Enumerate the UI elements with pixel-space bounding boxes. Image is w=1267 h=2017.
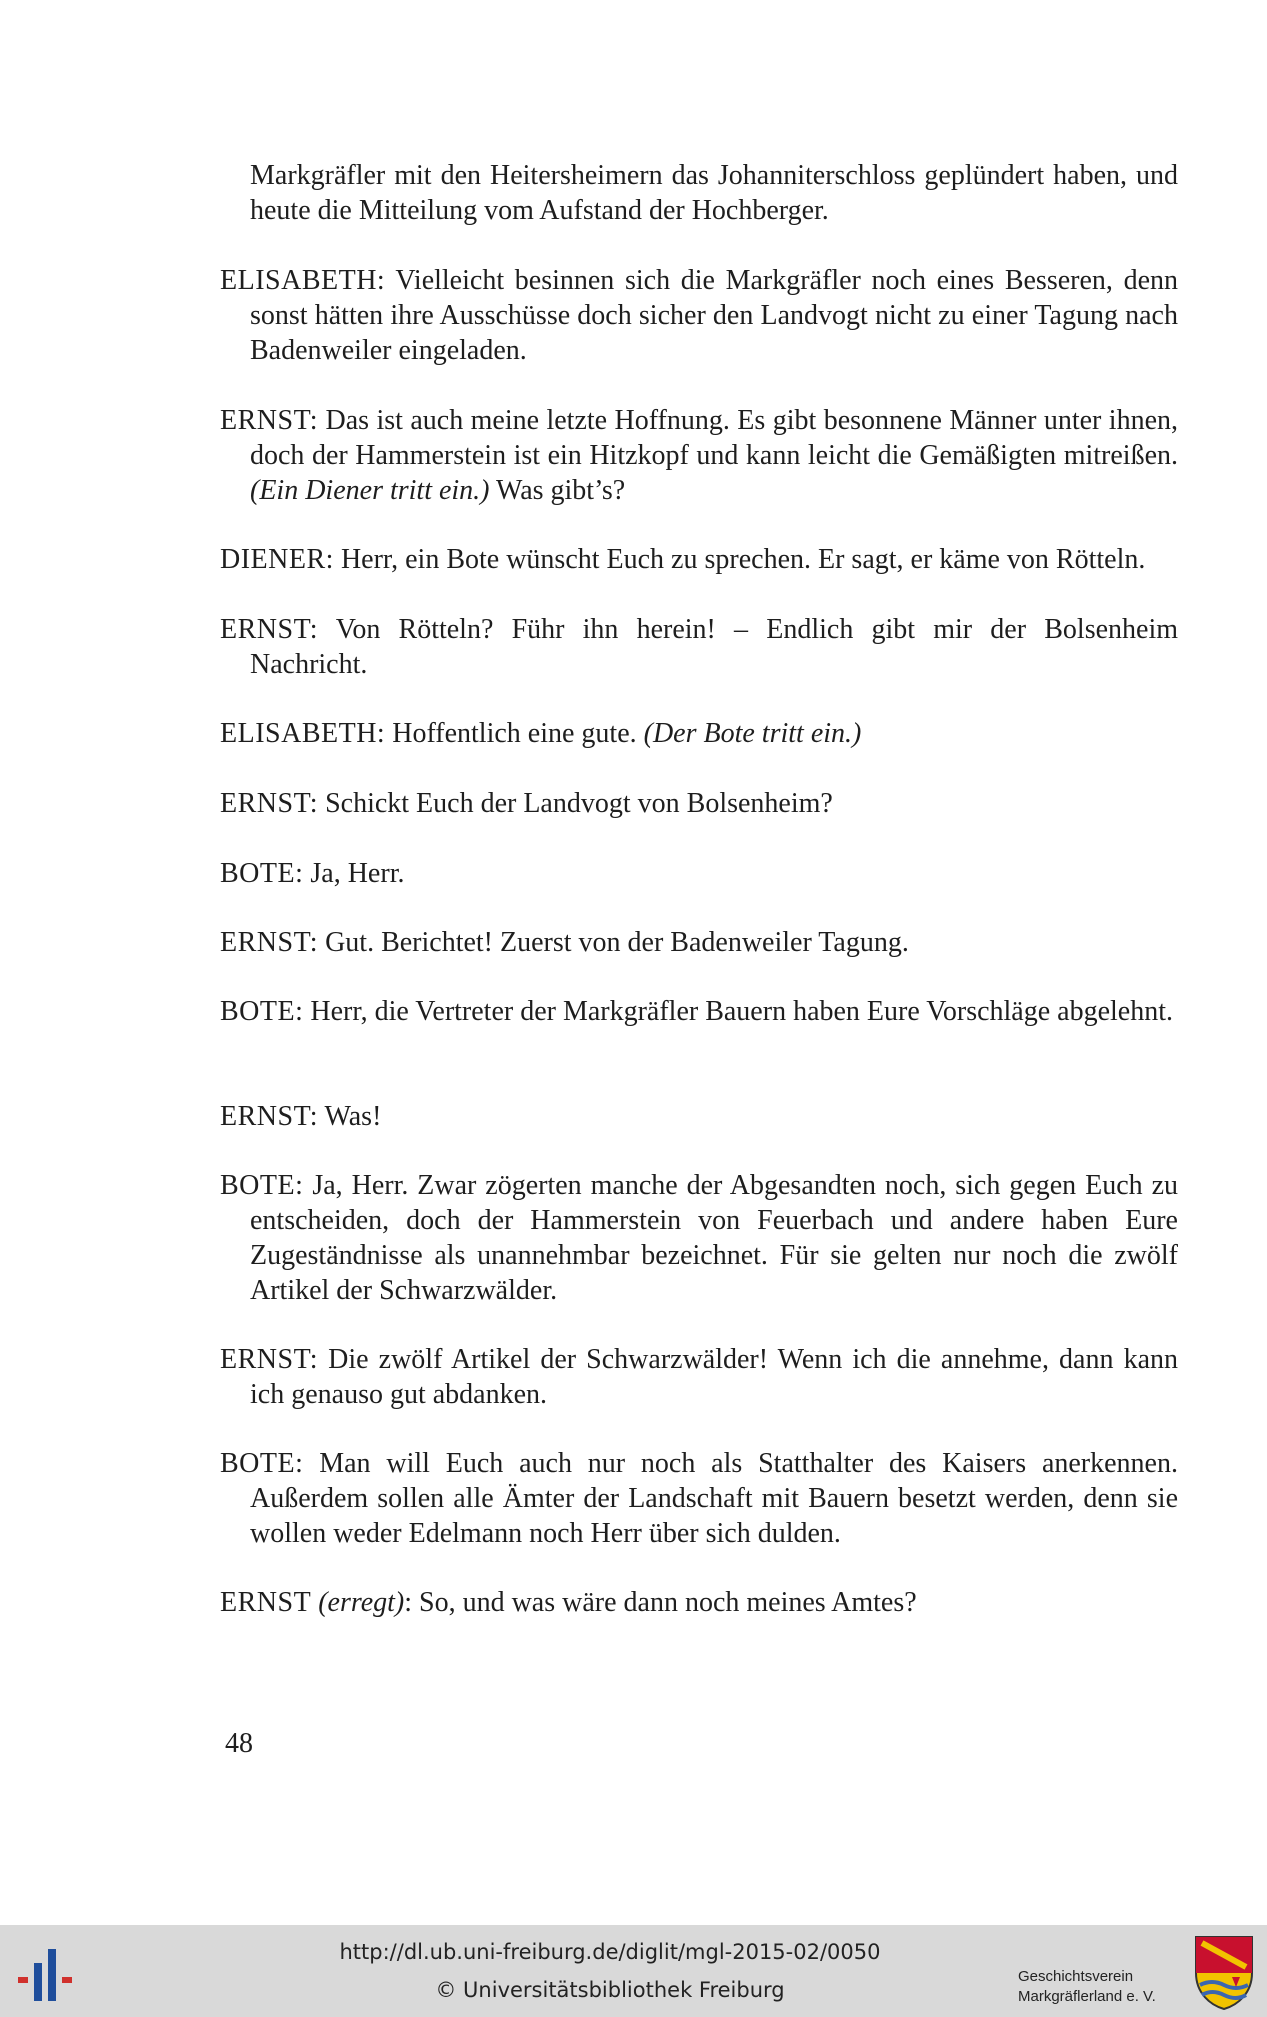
dialogue-paragraph [220, 716, 1178, 751]
speaker-name: ERNST [220, 1587, 312, 1618]
dialogue-paragraph [220, 263, 1178, 368]
coat-of-arms-icon [1192, 1933, 1256, 2011]
dialogue-text: Herr, die Vertreter der Markgräfler Bauern haben Eure Vorschläge abgelehnt. [303, 996, 1174, 1027]
paragraph-text [220, 263, 1178, 368]
stage-direction: (Der Bote tritt ein.) [643, 718, 862, 749]
dialogue-text: Man will Euch auch nur noch als Statthalter des Kaisers anerkennen. Außerdem sollen alle Ämter der Landschaft mit Bauern besetzt werden, denn sie wollen weder Edelmann noch Herr über sich dulden. [250, 1448, 1178, 1549]
dialogue-text: Ja, Herr. [303, 858, 405, 889]
paragraph-text [220, 1099, 1178, 1134]
paragraph-text [220, 403, 1178, 508]
speaker-name: ERNST: [220, 788, 319, 819]
paragraph-text [220, 1342, 1178, 1412]
paragraph-text [220, 716, 1178, 751]
dialogue-paragraph [220, 158, 1178, 228]
dialogue-text: : So, und was wäre dann noch meines Amtes? [404, 1587, 917, 1618]
page-number: 48 [225, 1728, 253, 1759]
dialogue-paragraph [220, 1585, 1178, 1620]
dialogue-text: Gut. Berichtet! Zuerst von der Badenweiler Tagung. [318, 927, 909, 958]
dialogue-paragraph [220, 1168, 1178, 1308]
speaker-name: ERNST: [220, 1344, 319, 1375]
dialogue-text: Hoffentlich eine gute. [385, 718, 644, 749]
paragraph-text [220, 994, 1178, 1029]
stage-direction: (erregt) [318, 1587, 405, 1618]
speaker-name: ERNST: [220, 927, 319, 958]
dialogue-paragraph [220, 856, 1178, 891]
speaker-name: ELISABETH: [220, 265, 386, 296]
dialogue-text: Herr, ein Bote wünscht Euch zu sprechen. Er sagt, er käme von Rötteln. [333, 544, 1146, 575]
paragraph-text [220, 542, 1178, 577]
dialogue-paragraph [220, 1342, 1178, 1412]
speaker-name: ERNST: [220, 405, 319, 436]
stage-direction: (Ein Diener tritt ein.) [250, 475, 490, 506]
paragraph-text [220, 925, 1178, 960]
speaker-name: BOTE: [220, 858, 304, 889]
dialogue-paragraph [220, 925, 1178, 960]
dialogue-paragraph [220, 612, 1178, 682]
footer-url[interactable]: http://dl.ub.uni-freiburg.de/diglit/mgl-2015-02/0050 [339, 1940, 881, 1964]
paragraph-text [220, 1446, 1178, 1551]
dialogue-paragraph [220, 994, 1178, 1029]
speaker-name: DIENER: [220, 544, 334, 575]
dialogue-text: Markgräfler mit den Heitersheimern das Johanniterschloss geplündert haben, und heute die Mitteilung vom Aufstand der Hochberger. [250, 160, 1178, 226]
dialogue-paragraph [220, 786, 1178, 821]
speaker-name: BOTE: [220, 996, 304, 1027]
paragraph-text [220, 856, 1178, 891]
dialogue-text: Was! [318, 1101, 382, 1132]
university-library-logo-icon [12, 1945, 82, 2005]
footer-copyright: © Universitätsbibliothek Freiburg [435, 1978, 785, 2002]
paragraph-text [220, 612, 1178, 682]
dialogue-paragraph [220, 1446, 1178, 1551]
society-line-1: Geschichtsverein [1018, 1968, 1134, 1985]
dialogue-text: Ja, Herr. Zwar zögerten manche der Abgesandten noch, sich gegen Euch zu entscheiden, doch der Hammerstein von Feuerbach und andere haben Eure Zugeständnisse als unannehmbar bezeichnet. Für sie gelten nur noch die zwölf Artikel der Schwarzwälder. [250, 1170, 1178, 1306]
dialogue-paragraph [220, 542, 1178, 577]
dialogue-text: Was gibt’s? [489, 475, 626, 506]
dialogue-text: Schickt Euch der Landvogt von Bolsenheim? [318, 788, 833, 819]
footer-society [1018, 1967, 1156, 2007]
paragraph-text [220, 786, 1178, 821]
speaker-name: ELISABETH: [220, 718, 386, 749]
paragraph-text [220, 158, 1178, 228]
footer-bar [0, 1925, 1267, 2017]
dialogue-text: Vielleicht besinnen sich die Markgräfler noch eines Besseren, denn sonst hätten ihre Ausschüsse doch sicher den Landvogt nicht zu einer Tagung nach Badenweiler eingeladen. [250, 265, 1178, 366]
society-line-2: Markgräflerland e. V. [1018, 1988, 1156, 2005]
paragraph-text [220, 1585, 1178, 1620]
speaker-name: BOTE: [220, 1448, 304, 1479]
dialogue-paragraph [220, 1099, 1178, 1134]
speaker-name: ERNST: [220, 614, 319, 645]
dialogue-text: Die zwölf Artikel der Schwarzwälder! Wenn ich die annehme, dann kann ich genauso gut abdanken. [250, 1344, 1178, 1410]
paragraph-text [220, 1168, 1178, 1308]
dialogue-text: Das ist auch meine letzte Hoffnung. Es gibt besonnene Männer unter ihnen, doch der Hammerstein ist ein Hitzkopf und kann leicht die Gemäßigten mitreißen. [250, 405, 1178, 471]
speaker-name: ERNST: [220, 1101, 319, 1132]
speaker-name: BOTE: [220, 1170, 304, 1201]
dialogue-text: Von Rötteln? Führ ihn herein! – Endlich gibt mir der Bolsenheim Nachricht. [250, 614, 1178, 680]
dialogue-paragraph [220, 403, 1178, 508]
